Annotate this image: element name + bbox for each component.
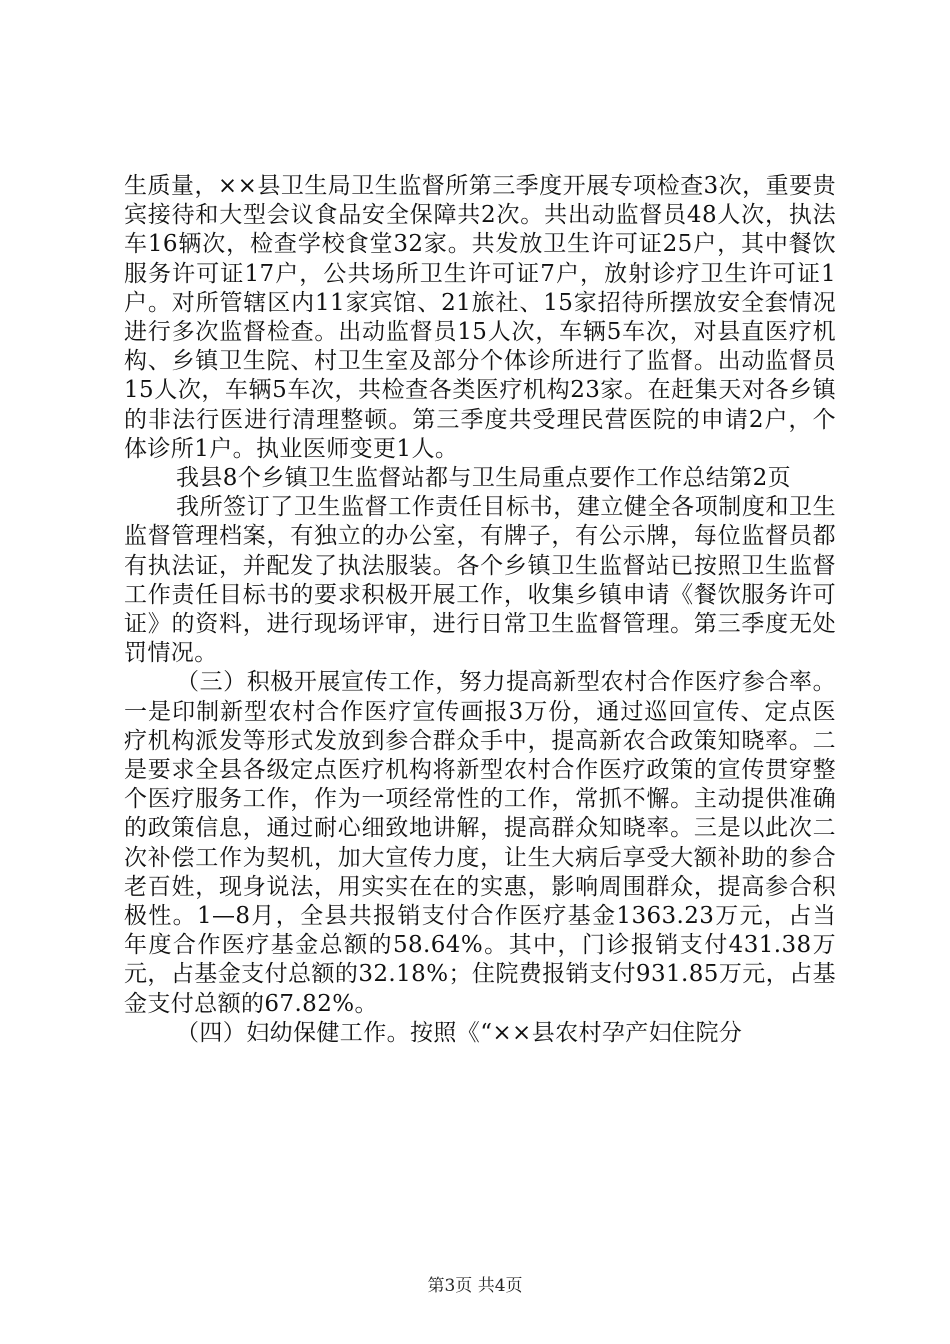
paragraph-section-four: （四）妇幼保健工作。按照《“××县农村孕产妇住院分 [176, 1019, 743, 1046]
page-footer: 第3页 共4页 [427, 1276, 523, 1296]
paragraph-township-stations: 我县8个乡镇卫生监督站都与卫生局重点要作工作总结第2页 [176, 465, 792, 492]
paragraph-responsibility: 我所签订了卫生监督工作责任目标书，建立健全各项制度和卫生监督管理档案，有独立的办公室，有牌子，有公示牌，每位监督员都有执法证，并配发了执法服装。各个乡镇卫生监督站已按照卫生监督工作责任目标书的要求积极开展工作，收集乡镇申请《餐饮服务许可证》的资料，进行现场评审，进行日常卫生监督管理。第三季度无处罚情况。 [124, 494, 836, 667]
paragraph-continuation: 生质量，××县卫生局卫生监督所第三季度开展专项检查3次，重要贵宾接待和大型会议食品安全保障共2次。共出动监督员48人次，执法车16辆次，检查学校食堂32家。共发放卫生许可证25户，其中餐饮服务许可证17户，公共场所卫生许可证7户，放射诊疗卫生许可证1户。对所管辖区内11家宾馆、21旅社、15家招待所摆放安全套情况进行多次监督检查。出动监督员15人次，车辆5车次，对县直医疗机构、乡镇卫生院、村卫生室及部分个体诊所进行了监督。出动监督员15人次，车辆5车次，共检查各类医疗机构23家。在赶集天对各乡镇的非法行医进行清理整顿。第三季度共受理民营医院的申请2户，个体诊所1户。执业医师变更1人。 [124, 173, 836, 462]
document-body [124, 172, 836, 1048]
paragraph-section-three: （三）积极开展宣传工作，努力提高新型农村合作医疗参合率。一是印制新型农村合作医疗宣传画报3万份，通过巡回宣传、定点医疗机构派发等形式发放到参合群众手中，提高新农合政策知晓率。二是要求全县各级定点医疗机构将新型农村合作医疗政策的宣传贯穿整个医疗服务工作，作为一项经常性的工作，常抓不懈。主动提供准确的政策信息，通过耐心细致地讲解，提高群众知晓率。三是以此次二次补偿工作为契机，加大宣传力度，让生大病后享受大额补助的参合老百姓，现身说法，用实实在在的实惠，影响周围群众，提高参合积极性。1—8月，全县共报销支付合作医疗基金1363.23万元，占当年度合作医疗基金总额的58.64%。其中，门诊报销支付431.38万元，占基金支付总额的32.18%；住院费报销支付931.85万元，占基金支付总额的67.82%。 [124, 669, 836, 1017]
